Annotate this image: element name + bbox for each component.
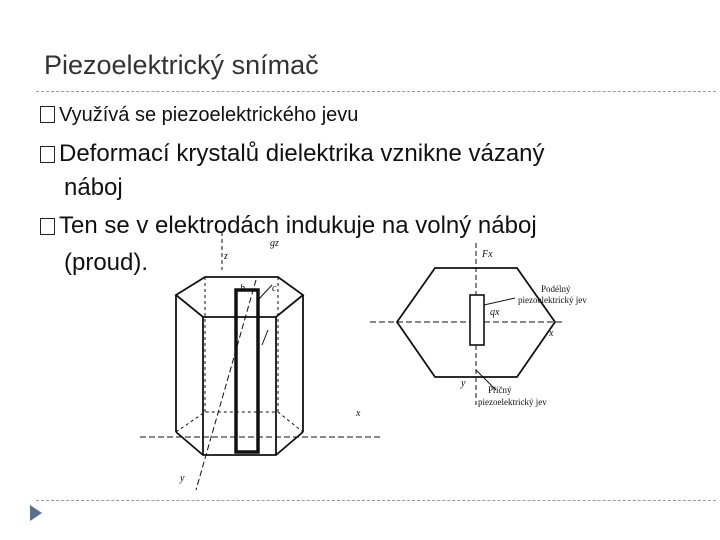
fx-label: Fx — [482, 249, 493, 260]
bullet-1-text: Využívá se piezoelektrického jevu — [59, 104, 359, 126]
bullet-3 — [40, 212, 537, 240]
transverse-label-2: piezoelektrický jev — [478, 397, 547, 407]
bullet-3-text: Ten se v elektrodách indukuje na volný náboj — [59, 212, 537, 239]
bullet-3-continuation: (proud). — [64, 249, 149, 276]
c-label: c — [272, 283, 277, 294]
nav-arrow-icon[interactable] — [30, 505, 42, 521]
z-axis-label: z — [224, 251, 228, 262]
y-axis-label-left: y — [180, 473, 185, 484]
y-axis-label-right: y — [461, 378, 466, 389]
bullet-1 — [40, 104, 358, 127]
hollow-square-bullet-icon — [40, 146, 55, 163]
b-label: b — [240, 283, 245, 294]
longitudinal-label-2: piezoelektrický jev — [518, 295, 587, 305]
bullet-2 — [40, 140, 545, 168]
qx-label: qx — [490, 307, 500, 318]
hollow-square-bullet-icon — [40, 106, 55, 123]
slide-title: Piezoelektrický snímač — [44, 50, 319, 80]
longitudinal-label-1: Podélný — [541, 284, 571, 294]
bullet-2-text: Deformací krystalů dielektrika vznikne vázaný — [59, 140, 545, 167]
hexagon-section-figure — [370, 243, 565, 405]
transverse-label-1: Příčný — [488, 385, 512, 395]
gz-label: gz — [270, 238, 279, 249]
hollow-square-bullet-icon — [40, 218, 55, 235]
x-axis-label-right: x — [549, 328, 554, 339]
bullet-2-continuation: náboj — [64, 174, 123, 201]
x-axis-label-left: x — [356, 408, 361, 419]
hexagonal-crystal-figure — [140, 232, 380, 490]
footer-divider — [36, 500, 716, 501]
